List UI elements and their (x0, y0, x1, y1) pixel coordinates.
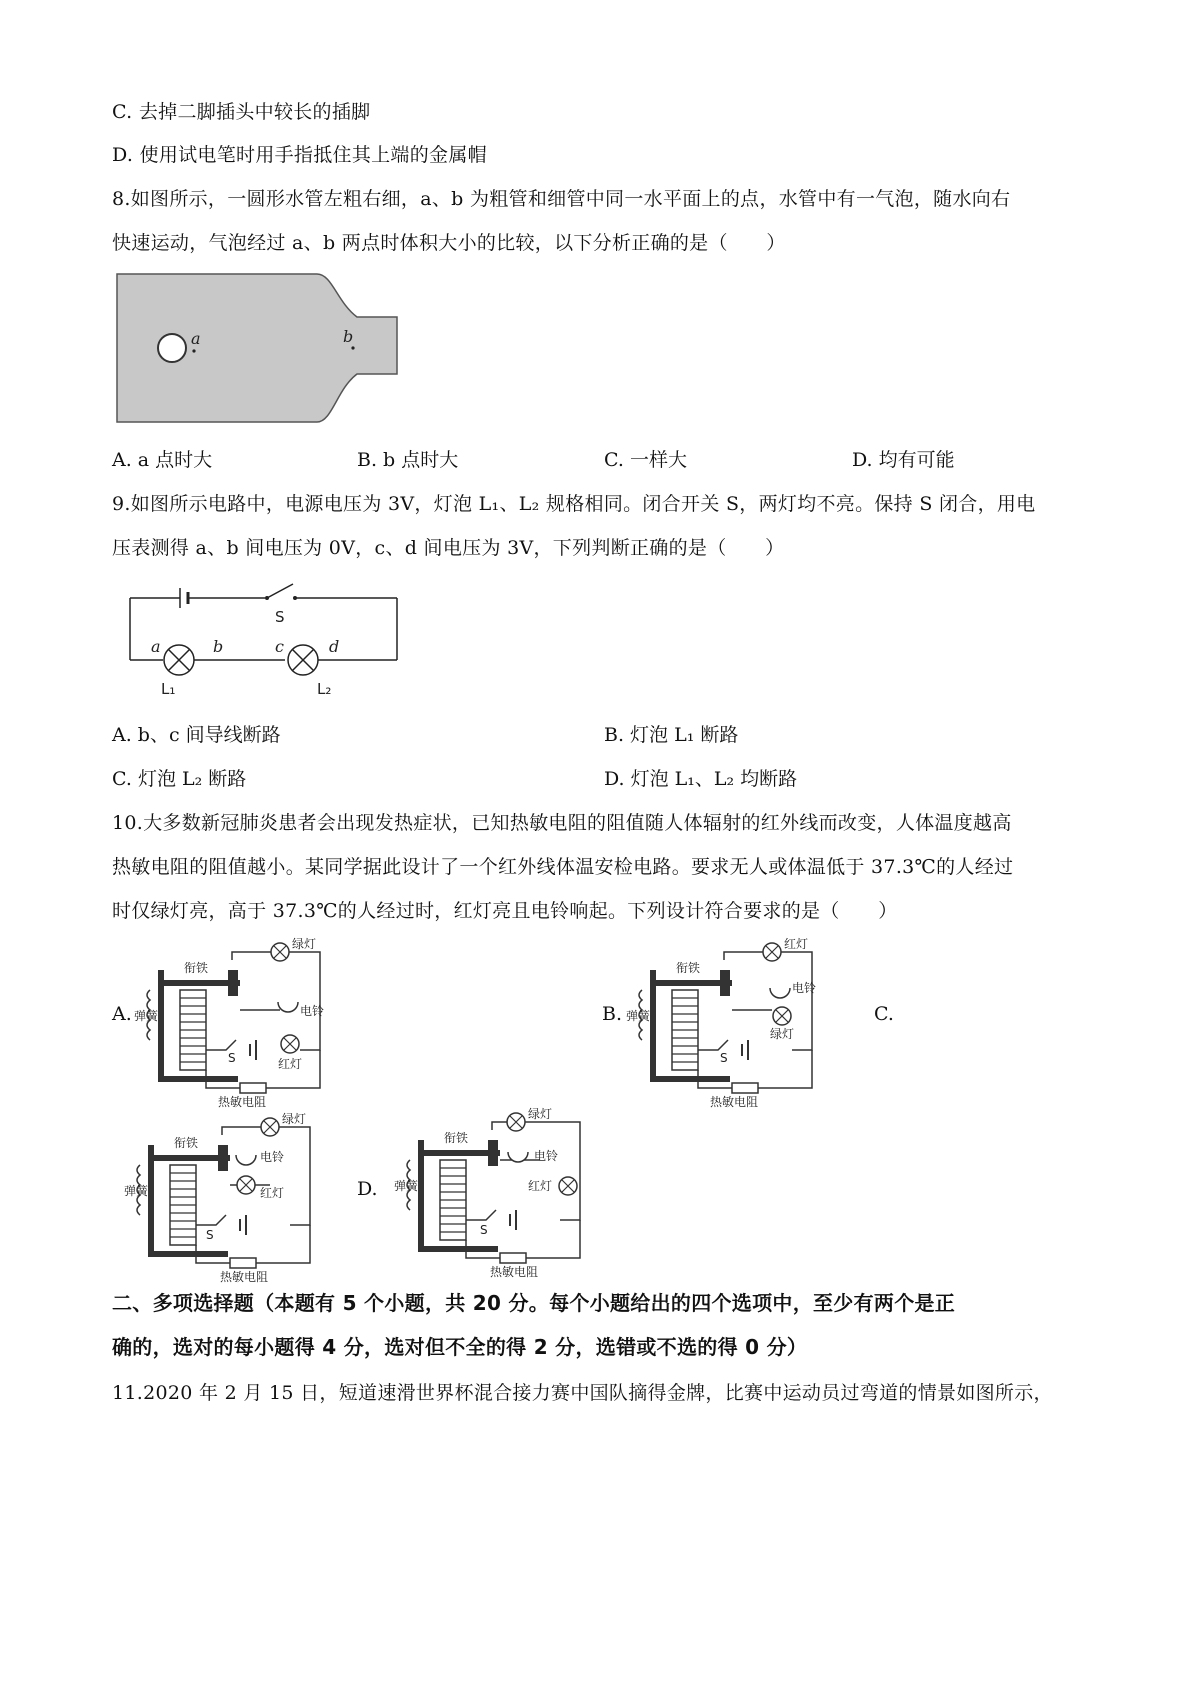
lamp-l2-label: L₂ (317, 680, 332, 698)
section2-heading-line2: 确的，选对的每小题得 4 分，选对但不全的得 2 分，选错或不选的得 0 分） (112, 1335, 808, 1359)
lamp-l2 (288, 645, 318, 675)
armature-label: 衔铁 (184, 961, 209, 975)
svg-text:热敏电阻: 热敏电阻 (220, 1270, 269, 1284)
q10-label-a: A. (112, 1003, 132, 1025)
spring-label: 弹簧 (134, 1009, 159, 1023)
svg-text:红灯: 红灯 (528, 1179, 553, 1193)
point-a-dot (192, 349, 195, 352)
switch-label: S (275, 608, 285, 626)
q10-label-b: B. (602, 1003, 623, 1025)
q7-option-c: C. 去掉二脚插头中较长的插脚 (112, 101, 371, 123)
q9-option-d: D. 灯泡 L₁、L₂ 均断路 (604, 768, 798, 790)
svg-text:热敏电阻: 热敏电阻 (490, 1265, 539, 1279)
q8-option-c: C. 一样大 (604, 449, 687, 471)
svg-text:衔铁: 衔铁 (676, 961, 701, 975)
q11-stem-line1: 11.2020 年 2 月 15 日，短道速滑世界杯混合接力赛中国队摘得金牌，比赛中运动员过弯道的情景如图所示， (112, 1382, 1053, 1404)
switch-blade (267, 584, 293, 598)
svg-text:弹簧: 弹簧 (626, 1009, 651, 1023)
q8-pipe-figure (117, 272, 407, 424)
q10-label-d: D. (357, 1178, 378, 1200)
q10-label-c: C. (874, 1003, 894, 1025)
q8-stem-line1: 8.如图所示，一圆形水管左粗右细，a、b 为粗管和细管中同一水平面上的点，水管中有一气泡，随水向右 (112, 188, 1011, 210)
q7-option-d: D. 使用试电笔时用手指抵住其上端的金属帽 (112, 144, 487, 166)
q10-stem-line3: 时仅绿灯亮，高于 37.3℃的人经过时，红灯亮且电铃响起。下列设计符合要求的是（ ） (112, 900, 898, 922)
svg-text:S: S (228, 1051, 236, 1065)
point-c-label: c (275, 637, 284, 656)
svg-text:绿灯: 绿灯 (528, 1107, 553, 1121)
q9-stem-line1: 9.如图所示电路中，电源电压为 3V，灯泡 L₁、L₂ 规格相同。闭合开关 S，两灯均不亮。保持 S 闭合，用电 (112, 493, 1036, 515)
svg-text:电铃: 电铃 (260, 1150, 285, 1164)
point-b-label: b (343, 327, 354, 346)
q10-circuit-a (134, 937, 370, 1109)
svg-text:衔铁: 衔铁 (444, 1131, 469, 1145)
q9-option-c: C. 灯泡 L₂ 断路 (112, 768, 247, 790)
svg-text:衔铁: 衔铁 (174, 1136, 199, 1150)
bubble (158, 334, 186, 362)
svg-text:热敏电阻: 热敏电阻 (218, 1095, 267, 1109)
svg-text:绿灯: 绿灯 (282, 1112, 307, 1126)
point-d-label: d (329, 637, 340, 656)
q10-circuit-c (124, 1112, 360, 1284)
svg-text:红灯: 红灯 (278, 1057, 303, 1071)
svg-text:电铃: 电铃 (792, 981, 817, 995)
q10-stem-line1: 10.大多数新冠肺炎患者会出现发热症状，已知热敏电阻的阻值随人体辐射的红外线而改变，人体温度越高 (112, 812, 1012, 834)
svg-text:热敏电阻: 热敏电阻 (710, 1095, 759, 1109)
svg-text:红灯: 红灯 (784, 937, 809, 951)
point-b-dot (351, 346, 354, 349)
lamp-l1-label: L₁ (161, 680, 176, 698)
q10-stem-line2: 热敏电阻的阻值越小。某同学据此设计了一个红外线体温安检电路。要求无人或体温低于 37.3℃的人经过 (112, 856, 1014, 878)
svg-text:电铃: 电铃 (300, 1004, 325, 1018)
point-a-label: a (191, 329, 201, 348)
section2-heading-line1: 二、多项选择题（本题有 5 个小题，共 20 分。每个小题给出的四个选项中，至少有两个是正 (112, 1291, 956, 1315)
svg-text:绿灯: 绿灯 (770, 1027, 795, 1041)
svg-text:S: S (206, 1228, 214, 1242)
svg-text:弹簧: 弹簧 (394, 1179, 419, 1193)
svg-text:弹簧: 弹簧 (124, 1184, 149, 1198)
svg-text:绿灯: 绿灯 (292, 937, 317, 951)
svg-text:S: S (480, 1223, 488, 1237)
q9-option-b: B. 灯泡 L₁ 断路 (604, 724, 739, 746)
q10-circuit-d (394, 1107, 630, 1279)
q9-stem-line2: 压表测得 a、b 间电压为 0V，c、d 间电压为 3V，下列判断正确的是（ ） (112, 537, 785, 559)
q8-option-d: D. 均有可能 (852, 449, 955, 471)
svg-text:S: S (720, 1051, 728, 1065)
q9-circuit-figure (125, 578, 405, 698)
point-a-label: a (151, 637, 161, 656)
q8-option-a: A. a 点时大 (112, 449, 213, 471)
svg-text:红灯: 红灯 (260, 1186, 285, 1200)
lamp-l1 (164, 645, 194, 675)
q9-option-a: A. b、c 间导线断路 (112, 724, 281, 746)
point-b-label: b (213, 637, 224, 656)
q8-stem-line2: 快速运动，气泡经过 a、b 两点时体积大小的比较，以下分析正确的是（ ） (112, 232, 786, 254)
q10-circuit-b (626, 937, 862, 1109)
svg-text:电铃: 电铃 (534, 1149, 559, 1163)
q8-option-b: B. b 点时大 (357, 449, 459, 471)
